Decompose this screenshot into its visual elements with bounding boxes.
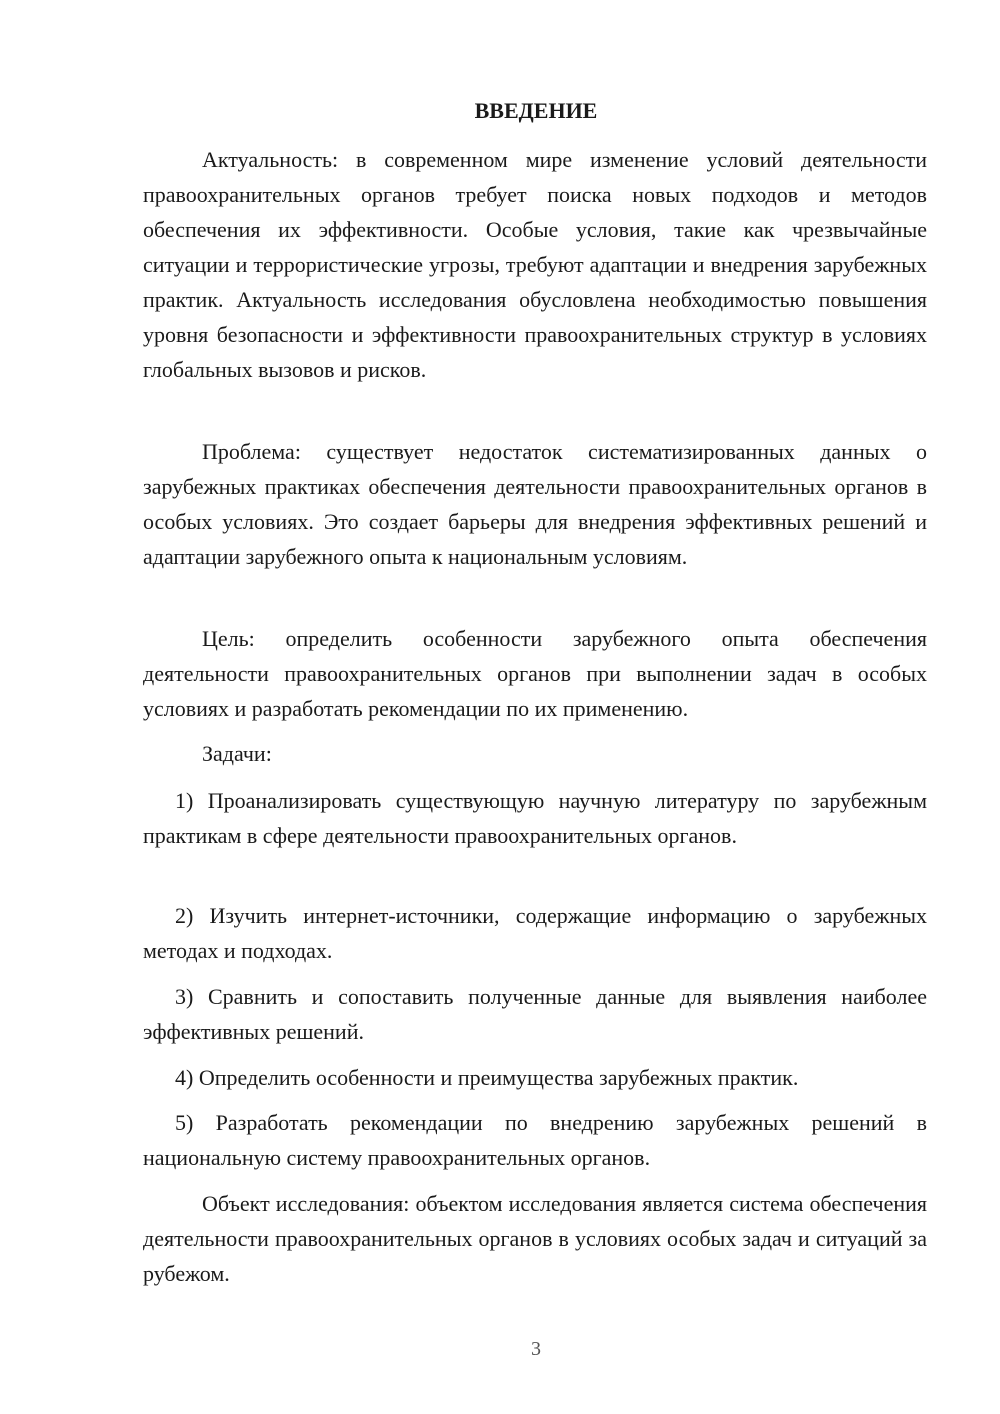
- task-item-4: 4) Определить особенности и преимущества зарубежных практик.: [175, 1065, 799, 1090]
- paragraph-object: Объект исследования: объектом исследования является система обеспечения деятельности правоохранительных органов в условиях особых задач и ситуаций за рубежом.: [143, 1191, 927, 1286]
- paragraph-actuality: Актуальность: в современном мире изменение условий деятельности правоохранительных органов требует поиска новых подходов и методов обеспечения их эффективности. Особые условия, такие как чрезвычайные ситуации и террористические угрозы, требуют адаптации и внедрения зарубежных практик. Актуальность исследования обусловлена необходимостью повышения уровня безопасности и эффективности правоохранительных структур в условиях глобальных вызовов и рисков.: [143, 147, 927, 382]
- paragraph-problem: Проблема: существует недостаток систематизированных данных о зарубежных практиках обеспечения деятельности правоохранительных органов в особых условиях. Это создает барьеры для внедрения эффективных решений и адаптации зарубежного опыта к национальным условиям.: [143, 439, 927, 569]
- page-number: 3: [531, 1338, 541, 1360]
- task-item-1: 1) Проанализировать существующую научную литературу по зарубежным практикам в сфере деятельности правоохранительных органов.: [143, 788, 927, 848]
- task-item-2: 2) Изучить интернет-источники, содержащие информацию о зарубежных методах и подходах.: [143, 903, 927, 963]
- task-item-3: 3) Сравнить и сопоставить полученные данные для выявления наиболее эффективных решений.: [143, 984, 927, 1044]
- tasks-heading: Задачи:: [202, 741, 272, 766]
- task-item-5: 5) Разработать рекомендации по внедрению зарубежных решений в национальную систему правоохранительных органов.: [143, 1110, 927, 1170]
- paragraph-goal: Цель: определить особенности зарубежного опыта обеспечения деятельности правоохранительных органов при выполнении задач в особых условиях и разработать рекомендации по их применению.: [143, 626, 927, 721]
- page-title: ВВЕДЕНИЕ: [474, 98, 598, 123]
